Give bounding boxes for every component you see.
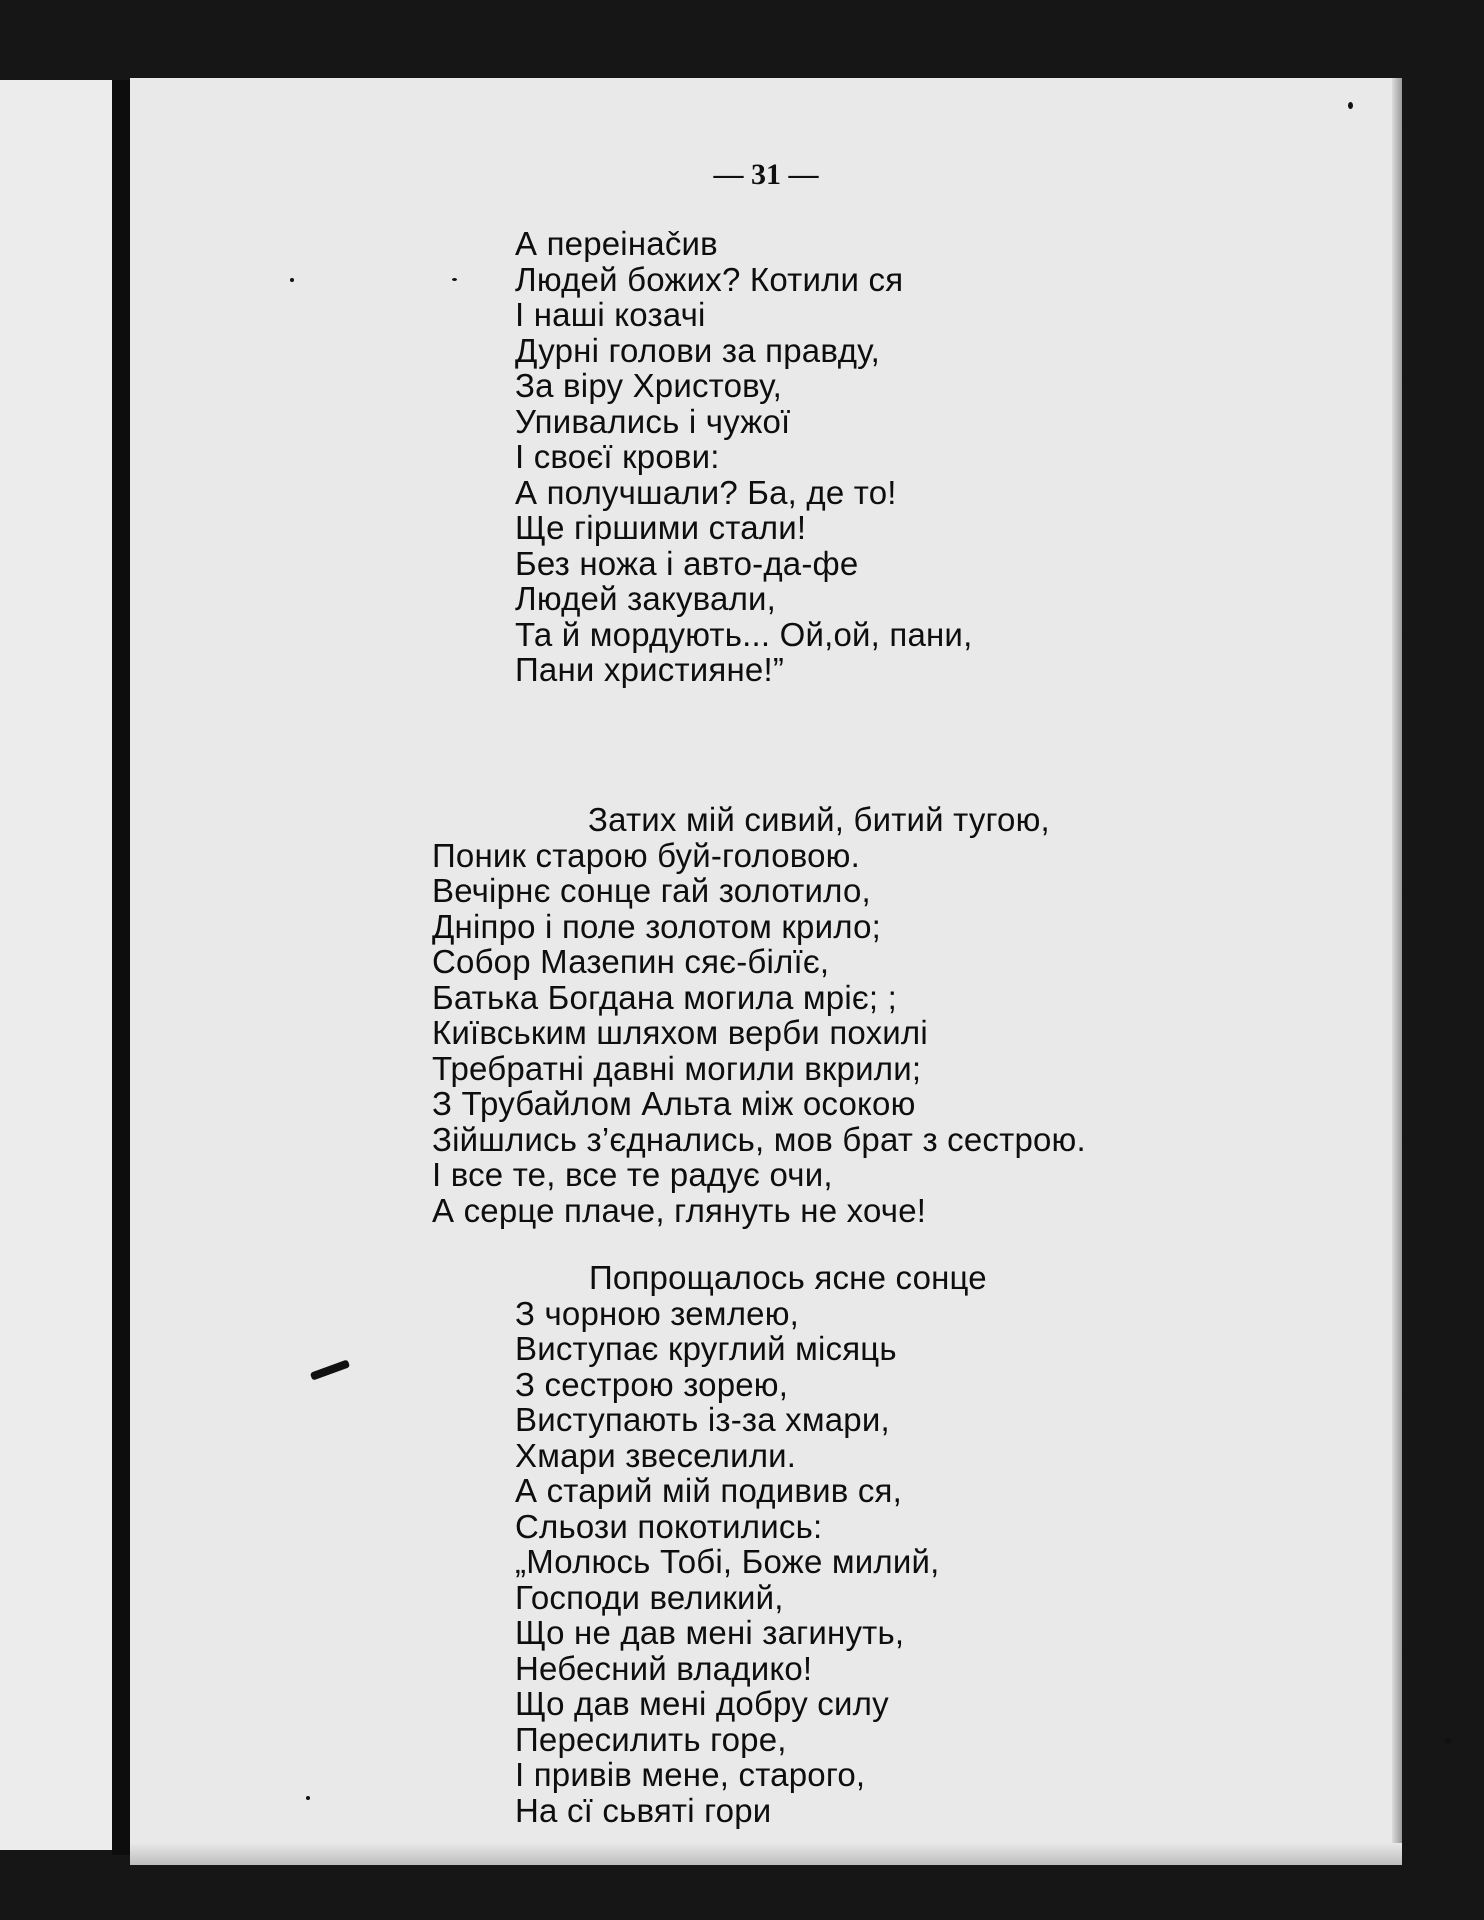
scan-speck	[452, 278, 457, 281]
left-page-edge	[0, 80, 120, 1850]
right-page	[130, 78, 1402, 1865]
poem-line: Затих мій сивий, битий тугою,	[588, 801, 1050, 838]
poem-line: Виступає круглий місяць	[515, 1330, 897, 1367]
scan-speck	[1444, 1738, 1452, 1744]
poem-line: Собор Мазепин сяє-білїє,	[432, 943, 830, 980]
poem-line: А получшали? Ба, де то!	[515, 473, 897, 511]
poem-line: Батька Богдана могила мріє; ;	[432, 978, 897, 1016]
poem-line: Виступають із-за хмари,	[515, 1401, 890, 1438]
poem-line: Зійшлись з’єднались, мов брат з сестрою.	[432, 1120, 1086, 1158]
poem-line: Поник старою буй-головою.	[432, 836, 861, 874]
poem-line: Пани християне!”	[515, 651, 785, 688]
poem-line: А старий мій подивив ся,	[515, 1472, 902, 1509]
scan-speck	[1348, 102, 1353, 109]
poem-line: Хмари звеселили.	[515, 1436, 797, 1474]
poem-line: Пересилить горе,	[515, 1720, 787, 1758]
page-bottom-shadow	[130, 1843, 1402, 1865]
poem-line: На сї сьвяті гори	[515, 1791, 772, 1829]
poem-line: І наші козачі	[515, 296, 706, 333]
poem-line: За віру Христову,	[515, 367, 782, 404]
book-spine	[112, 80, 130, 1855]
poem-line: Ще гіршими стали!	[515, 509, 807, 546]
poem-line: З Трубайлом Альта між осокою	[432, 1085, 916, 1122]
poem-line: А серце плаче, глянуть не хоче!	[432, 1191, 927, 1229]
poem-line: З чорною землею,	[515, 1294, 800, 1332]
poem-line: Требратні давні могили вкрили;	[432, 1049, 922, 1087]
poem-line: І привів мене, старого,	[515, 1756, 866, 1793]
poem-line: Людей божих? Котили ся	[515, 260, 904, 298]
stanza-1	[515, 226, 972, 688]
stanza-2	[432, 802, 1086, 1228]
scan-speck	[306, 1796, 310, 1800]
poem-line: Господи великий,	[515, 1578, 784, 1616]
poem-line: Людей закували,	[515, 580, 777, 617]
poem-line: Упивались і чужої	[515, 402, 791, 440]
page-edge-shadow	[1392, 78, 1402, 1865]
poem-line: Київським шляхом верби похилі	[432, 1014, 928, 1051]
poem-line: Та й мордують... Ой,ой, пани,	[515, 615, 973, 653]
stanza-3	[515, 1260, 987, 1828]
poem-line: І все те, все те радує очи,	[432, 1156, 833, 1193]
poem-line: „Молюсь Тобі, Боже милий,	[515, 1543, 940, 1580]
poem-line: А переінačив	[515, 225, 718, 262]
page-number: — 31 —	[713, 158, 819, 191]
poem-line: Що не дав мені загинуть,	[515, 1614, 905, 1651]
poem-line: Попрощалось ясне сонце	[589, 1259, 987, 1296]
scan-smudge	[310, 1359, 350, 1380]
poem-line: Дніпро і поле золотом крило;	[432, 907, 881, 945]
poem-line: Вечірнє сонце гай золотило,	[432, 872, 871, 909]
poem-line: З сестрою зорею,	[515, 1365, 789, 1403]
poem-line: І своєї крови:	[515, 438, 720, 475]
poem-line: Без ножа і авто-да-фе	[515, 544, 859, 582]
poem-line: Дурні голови за правду,	[515, 331, 880, 369]
poem-line: Що дав мені добру силу	[515, 1685, 889, 1722]
poem-line: Сльози покотились:	[515, 1507, 823, 1545]
scan-speck	[290, 278, 294, 282]
poem-line: Небесний владико!	[515, 1649, 813, 1687]
